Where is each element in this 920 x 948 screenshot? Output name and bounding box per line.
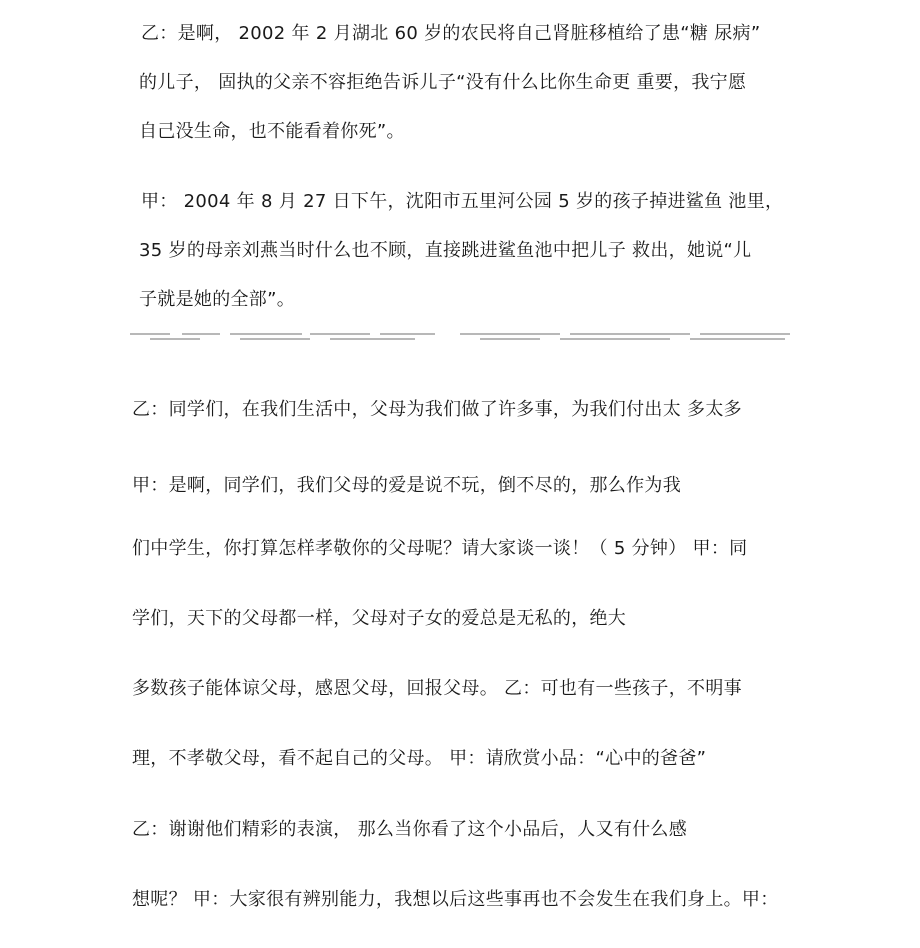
text-line-2: 的儿子， 固执的父亲不容拒绝告诉儿子“没有什么比你生命更 重要，我宁愿 — [139, 72, 747, 93]
text-line-8: 甲：是啊，同学们，我们父母的爱是说不玩，倒不尽的，那么作为我 — [132, 475, 681, 496]
garbled-text-strip — [130, 330, 792, 344]
text-line-12: 理，不孝敬父母，看不起自己的父母。 甲：请欣赏小品：“心中的爸爸” — [132, 748, 707, 769]
text-line-10: 学们，天下的父母都一样，父母对子女的爱总是无私的，绝大 — [132, 608, 627, 629]
text-line-13: 乙：谢谢他们精彩的表演， 那么当你看了这个小品后，人又有什么感 — [132, 819, 688, 840]
text-line-5: 35 岁的母亲刘燕当时什么也不顾，直接跳进鲨鱼池中把儿子 救出，她说“儿 — [139, 240, 752, 261]
text-line-9: 们中学生，你打算怎样孝敬你的父母呢？请大家谈一谈！（ 5 分钟） 甲：同 — [132, 538, 748, 559]
text-line-11: 多数孩子能体谅父母，感恩父母，回报父母。 乙：可也有一些孩子，不明事 — [132, 678, 742, 699]
text-line-6: 子就是她的全部”。 — [139, 289, 296, 310]
text-line-1: 乙：是啊， 2002 年 2 月湖北 60 岁的农民将自己肾脏移植给了患“糖 尿病” — [141, 23, 761, 44]
text-line-7: 乙：同学们，在我们生活中，父母为我们做了许多事，为我们付出太 多太多 — [132, 399, 742, 420]
text-line-14: 想呢？ 甲：大家很有辨别能力，我想以后这些事再也不会发生在我们身上。甲： — [132, 889, 779, 910]
text-line-4: 甲： 2004 年 8 月 27 日下午，沈阳市五里河公园 5 岁的孩子掉进鲨鱼 池里， — [141, 191, 784, 212]
text-line-3: 自己没生命，也不能看着你死”。 — [139, 121, 405, 142]
